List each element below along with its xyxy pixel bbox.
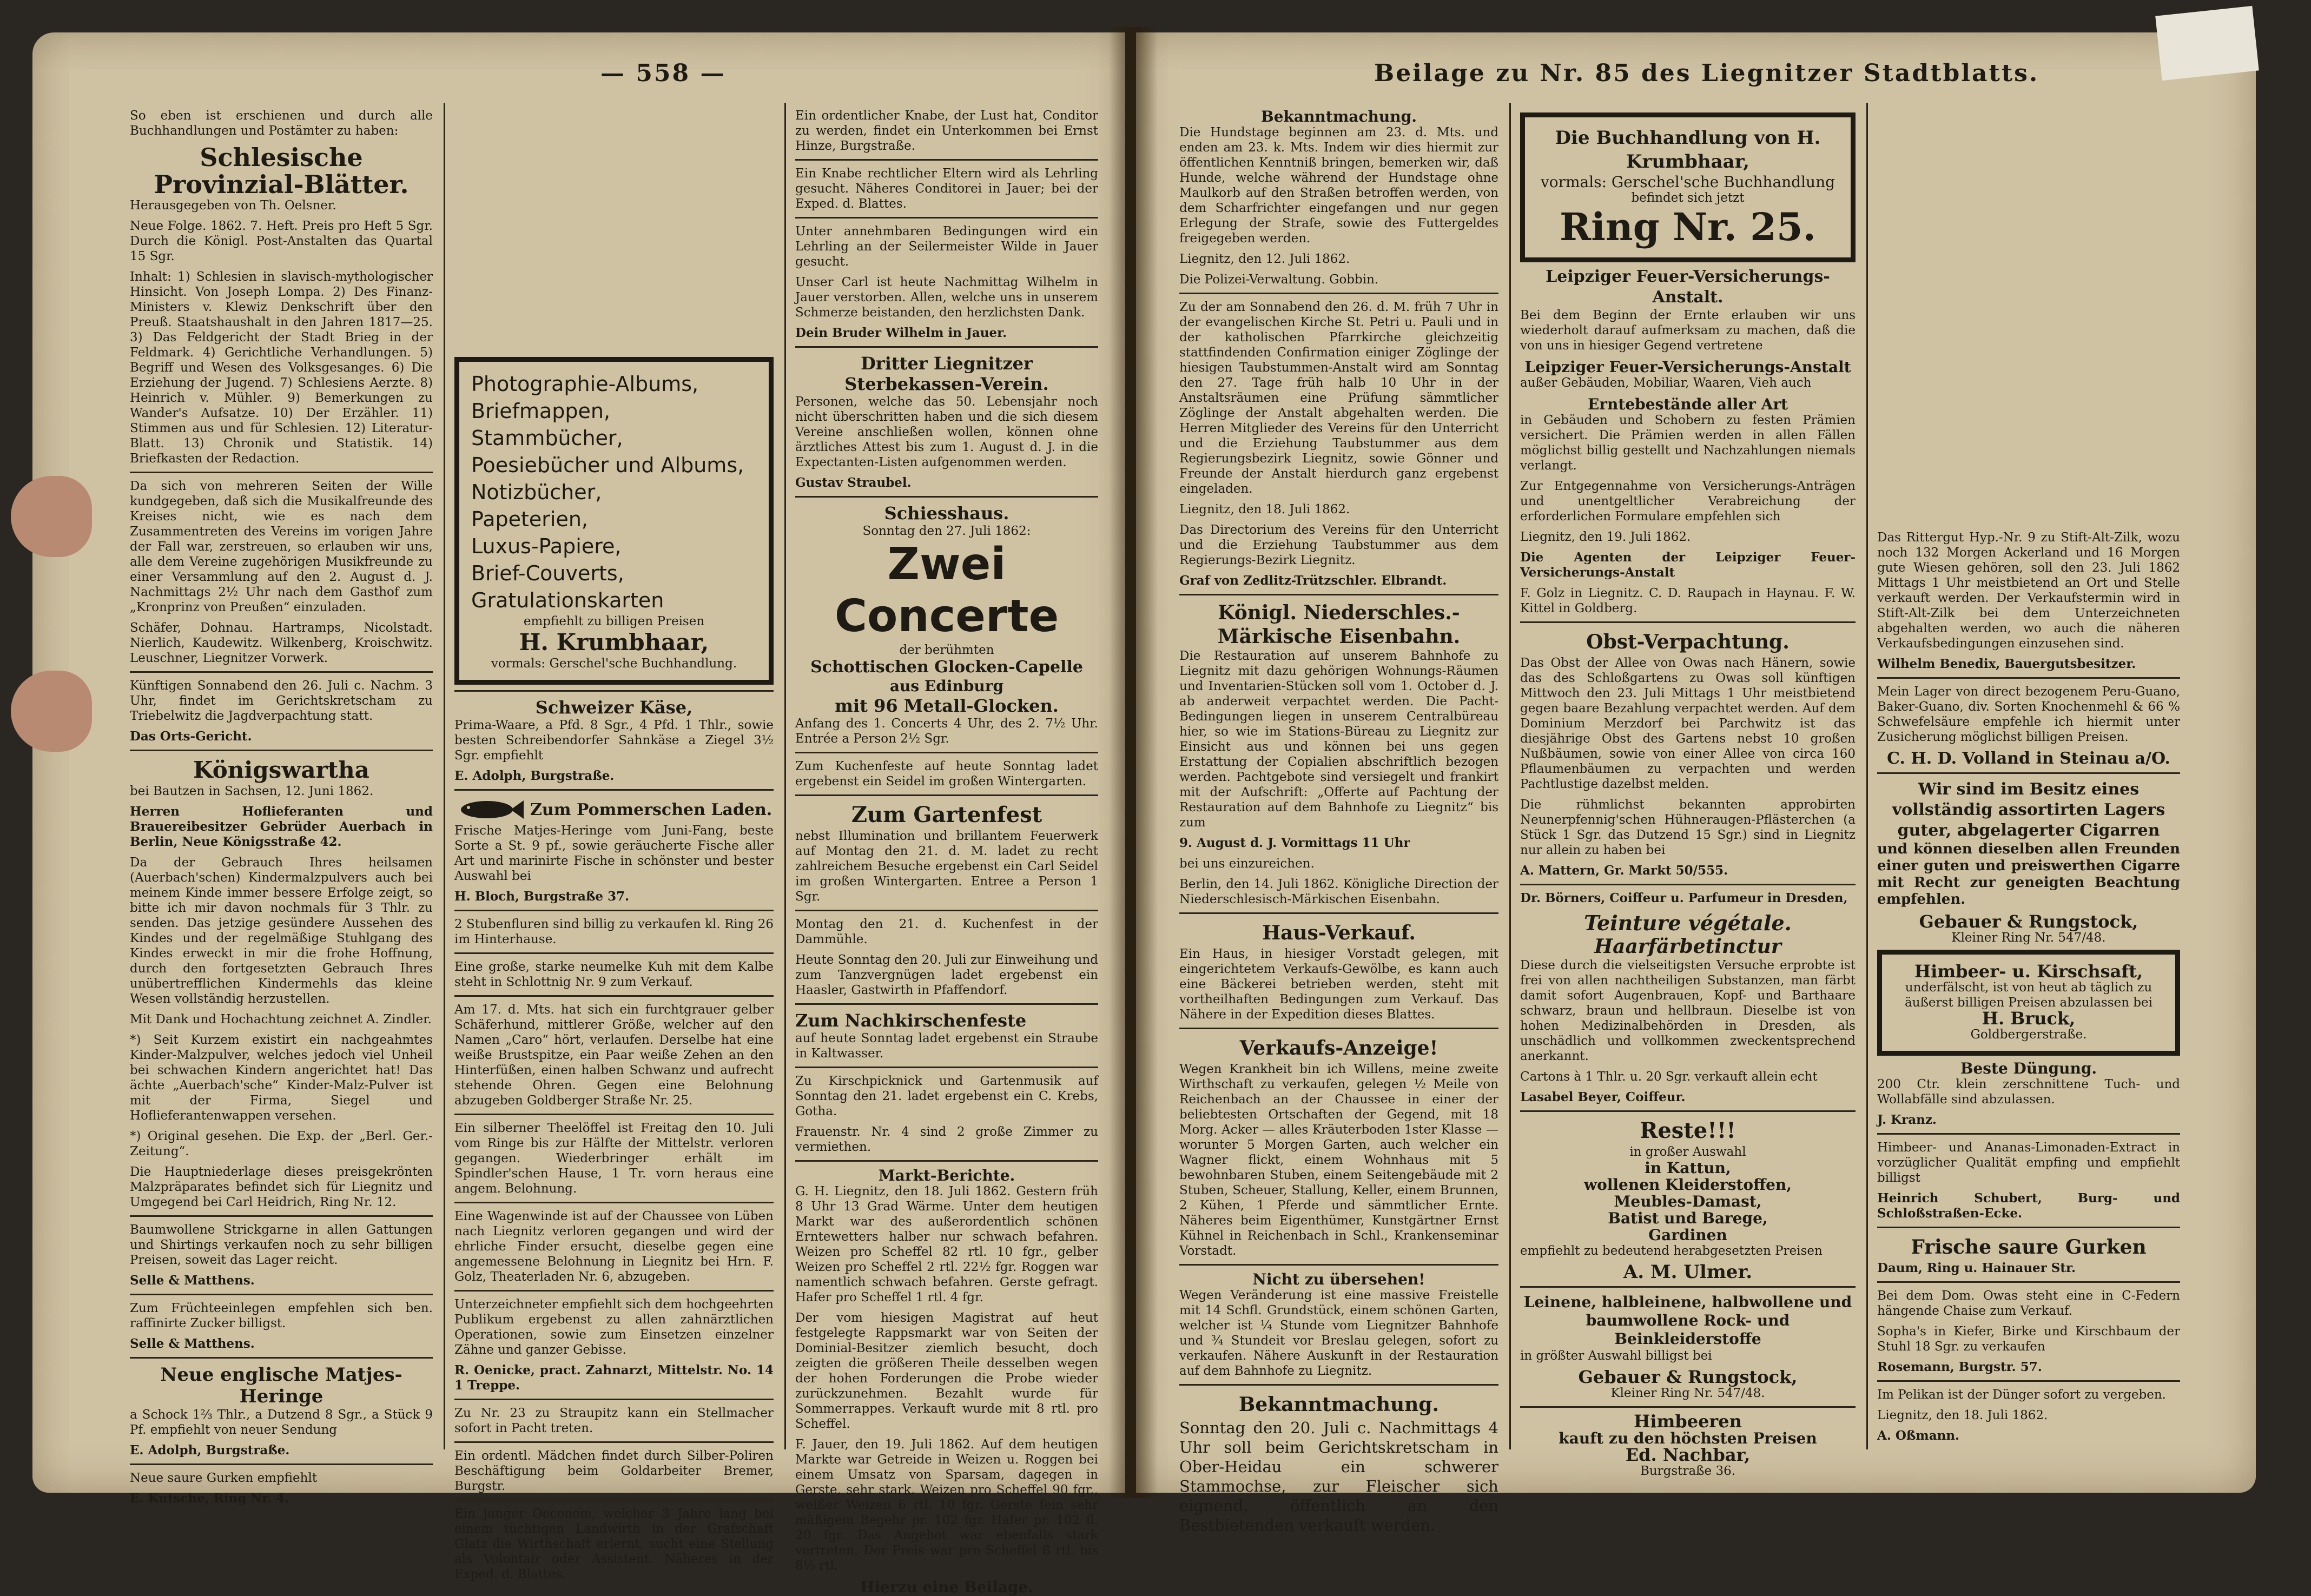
dog-days-date: Liegnitz, den 12. Juli 1862. bbox=[1179, 252, 1350, 266]
concert-famous: der berühmten bbox=[899, 643, 994, 657]
railway-signature: Berlin, den 14. Juli 1862. Königliche Direction der Niederschlesisch-Märkischen Eisenbahn. bbox=[1179, 877, 1498, 906]
divider bbox=[1520, 621, 1856, 623]
not-to-miss-text: Wegen Veränderung ist eine massive Freistelle mit 14 Schfl. Grundstück, einem schönen Garten, welcher ist ¼ Stunde vom Liegnitzer Bahnhofe und ¾ Stundeit vor Breslau gelegen, sofort zu verkaufen. Nähere Auskunft in der Restauration auf dem Bahnhofe zu Liegnitz. bbox=[1179, 1288, 1498, 1378]
divider bbox=[795, 1067, 1098, 1068]
fire-insurance-heading: Leipziger Feuer-Versicherungs-Anstalt. bbox=[1546, 267, 1830, 307]
thanks-signature: Dein Bruder Wilhelm in Jauer. bbox=[795, 326, 1007, 340]
lemonade-text: Himbeer- und Ananas-Limonaden-Extract in vorzüglicher Qualität empfing und empfiehlt billigst bbox=[1877, 1141, 2180, 1185]
divider bbox=[1179, 594, 1498, 595]
concert-bells: mit 96 Metall-Glocken. bbox=[835, 696, 1059, 716]
cherry-festival-text: auf heute Sonntag ladet ergebenst ein Straube in Kaltwasser. bbox=[795, 1031, 1098, 1061]
divider bbox=[454, 1202, 774, 1203]
divider bbox=[130, 1294, 433, 1295]
fire-insurance-date: Liegnitz, den 19. Juli 1862. bbox=[1520, 530, 1691, 544]
garden-festival-heading: Zum Gartenfest bbox=[851, 802, 1042, 827]
lemonade-signature: Heinrich Schubert, Burg- und Schloßstraßen-Ecke. bbox=[1877, 1191, 2180, 1221]
sofa-ad: Sopha's in Kiefer, Birke und Kirschbaum der Stuhl 18 Sgr. zu verkaufen bbox=[1877, 1325, 2180, 1354]
garden-festival-text: nebst Illumination und brillantem Feuerwerk auf Montag den 21. d. M. ladet zu recht zahlreichem Besuche ergebenst ein Carl Seidel im großen Wintergarten. Entree a Person 1 Sgr. bbox=[795, 829, 1098, 904]
remnants-item-3: Meubles-Damast, bbox=[1614, 1193, 1762, 1210]
knitting-yarn-signature: Selle & Matthens. bbox=[130, 1273, 255, 1288]
divider bbox=[795, 910, 1098, 911]
stationery-line-2: Briefmappen, bbox=[471, 399, 611, 423]
provinzial-blaetter-title: Schlesische Provinzial-Blätter. bbox=[154, 143, 409, 199]
market-report-liegnitz: G. H. Liegnitz, den 18. Juli 1862. Gestern früh 8 Uhr 13 Grad Wärme. Unter dem heutigen Markt war des außerordentlich schönen Erntewetters halber nur schwach befahren. Weizen pro Scheffel 82 rtl. 10 fgr., gelber Weizen pro Scheffel 2 rtl. 22½ fgr. Roggen war namentlich schwach befahren. Gerste gefragt. Hafer pro Scheffel 1 rtl. 4 fgr. bbox=[795, 1184, 1098, 1304]
estate-sale-text: Das Rittergut Hyp.-Nr. 9 zu Stift-Alt-Zilk, wozu noch 132 Morgen Ackerland und 16 Morgen gute Wiesen gehören, soll den 23. Juli 1862 Mittags 1 Uhr meistbietend an Ort und Stelle verkauft werden. Der Verkaufstermin wird in Stift-Alt-Zilk bei dem Unterzeichneten abgehalten werden, wo auch die näheren Verkaufsbedingungen einzusehen sind. bbox=[1877, 531, 2180, 651]
cigar-heading: Wir sind im Besitz eines vollständig assortirten Lagers guter, abgelagerter Cigarren bbox=[1892, 780, 2165, 840]
dog-days-signature: Die Polizei-Verwaltung. Gobbin. bbox=[1179, 273, 1379, 287]
malt-powder-warning: *) Seit Kurzem existirt ein nachgeahmtes Kinder-Malzpulver, welches jedoch viel Unheil bei schwachen Kindern angerichtet hat! Das ächte „Auerbach'sche“ Kinder-Malz-Pulver ist mit der Firma, Siegel und Hoflieferantenwappen versehen. bbox=[130, 1033, 433, 1123]
market-report-rapeseed: Der vom hiesigen Magistrat auf heut festgelegte Rappsmarkt war von Seiten der Dominial-Besitzer ziemlich besucht, doch zeigten die größeren Theile desselben wegen der hohen Forderungen die Probe wieder zurückzunehmen. Bezahlt wurde für Sommerrappes. Verkauft wurde mit 8 rtl. pro Scheffel. bbox=[795, 1311, 1098, 1431]
syrup-signature: H. Bruck, bbox=[1982, 1008, 2076, 1029]
contents-text: Inhalt: 1) Schlesien in slavisch-mythologischer Hinsicht. Von Joseph Lompa. 2) Des Finanz-Ministers v. Klewiz Denkschrift über den Preuß. Staatshaushalt in den Jahren 1817—25. 3) Das Feldgericht der Stadt Brieg in der Feldmark. 4) Gerichtliche Verhandlungen. 5) Begriff und Wesen des Volksgesanges. 6) Die Erziehung der Jugend. 7) Schlesiens Aerzte. 8) Heinrich v. Mühler. 9) Bemerkungen zu Wander's Aufsatze. 10) Der Erzähler. 11) Stimmen aus und für Schlesien. 12) Literatur-Blatt. 13) Chronik und Statistik. 14) Briefkasten der Redaction. bbox=[130, 270, 433, 466]
confirmation-signature: Das Directorium des Vereins für den Unterricht und die Erziehung Taubstummer aus dem Regierungs-Bezirk Liegnitz. bbox=[1179, 523, 1498, 567]
sofa-signature: Rosemann, Burgstr. 57. bbox=[1877, 1360, 2042, 1374]
fire-insurance-text-3: in Gebäuden und Schobern zu festen Prämien versichert. Die Prämien werden in allen Fällen möglichst billig gestellt und Nachzahlungen niemals verlangt. bbox=[1520, 413, 1856, 473]
malt-depot-notice: Die Hauptniederlage dieses preisgekrönten Malzpräparates befindet sich für Liegnitz und Umgegend bei Carl Heidrich, Ring Nr. 12. bbox=[130, 1165, 433, 1209]
fire-insurance-names: F. Golz in Liegnitz. C. D. Raupach in Haynau. F. W. Kittel in Goldberg. bbox=[1520, 586, 1856, 615]
divider bbox=[130, 472, 433, 473]
pommern-signature: H. Bloch, Burgstraße 37. bbox=[454, 889, 630, 904]
stationery-firm-former: vormals: Gerschel'sche Buchhandlung. bbox=[491, 657, 737, 671]
cherry-festival-heading: Zum Nachkirschenfeste bbox=[795, 1010, 1027, 1031]
hair-dye-price: Cartons à 1 Thlr. u. 20 Sgr. verkauft allein echt bbox=[1520, 1070, 1818, 1084]
remnants-item-1: in Kattun, bbox=[1645, 1159, 1731, 1177]
divider bbox=[1179, 1264, 1498, 1266]
page-number: — 558 — bbox=[600, 59, 726, 87]
cake-festival-ad: Zum Kuchenfeste auf heute Sonntag ladet ergebenst ein Seidel im großen Wintergarten. bbox=[795, 759, 1098, 789]
raspberries-signature: Ed. Nachbar, bbox=[1625, 1445, 1751, 1465]
raspberries-address: Burgstraße 36. bbox=[1640, 1464, 1736, 1478]
finger bbox=[11, 476, 92, 557]
death-fund-heading: Dritter Liegnitzer Sterbekassen-Verein. bbox=[844, 353, 1049, 394]
sugar-signature: Selle & Matthens. bbox=[130, 1336, 255, 1351]
cow-ad: Eine große, starke neumelke Kuh mit dem Kalbe steht in Schlottnig Nr. 9 zum Verkauf. bbox=[454, 960, 774, 989]
pickles-ad: Neue saure Gurken empfiehlt bbox=[130, 1471, 318, 1485]
thanks-notice: Unser Carl ist heute Nachmittag Wilhelm in Jauer verstorben. Allen, welche uns in unserem Schmerze beistanden, den herzlichsten Dank. bbox=[795, 275, 1098, 320]
confirmation-date: Liegnitz, den 18. Juli 1862. bbox=[1179, 502, 1350, 516]
teinture-heading: Teinture végétale. bbox=[1584, 911, 1792, 935]
estate-sale-signature: Wilhelm Benedix, Bauergutsbesitzer. bbox=[1877, 657, 2136, 671]
stationery-line-6: Papeterien, bbox=[471, 507, 588, 531]
divider bbox=[795, 1003, 1098, 1005]
cigar-address: Kleiner Ring Nr. 547/48. bbox=[1951, 931, 2106, 945]
divider bbox=[130, 1463, 433, 1465]
remnants-heading: Reste!!! bbox=[1640, 1118, 1736, 1143]
koenigswartha-address: Herren Hoflieferanten und Brauereibesitzer Gebrüder Auerbach in Berlin, Neue Königsstraße 42. bbox=[130, 804, 433, 849]
right-column-1 bbox=[1179, 108, 1498, 1534]
house-sale-heading: Haus-Verkauf. bbox=[1262, 922, 1416, 944]
divider bbox=[454, 995, 774, 997]
economist-ad: Ein junger Oeconom, welcher 3 Jahre lang bei einem tüchtigen Landwirth in der Grafschaft Glatz die Wirthschaft erlernt, sucht eine Stellung als Volontair oder Assistent. Näheres in der Exped. d. Blattes. bbox=[454, 1507, 774, 1581]
cloth-address: Kleiner Ring Nr. 547/48. bbox=[1610, 1386, 1765, 1400]
confirmation-names: Graf von Zedlitz-Trützschler. Elbrandt. bbox=[1179, 573, 1447, 588]
fire-insurance-harvest: Erntebestände aller Art bbox=[1587, 395, 1788, 413]
matjes-heading: Neue englische Matjes-Heringe bbox=[160, 1364, 402, 1407]
shooting-house-heading: Schiesshaus. bbox=[884, 503, 1009, 524]
divider bbox=[1179, 293, 1498, 294]
matjes-text: a Schock 1⅔ Thlr., a Dutzend 8 Sgr., a Stück 9 Pf. empfiehlt von neuer Sendung bbox=[130, 1408, 433, 1437]
hair-dye-maker: Dr. Börners, Coiffeur u. Parfumeur in Dresden, bbox=[1520, 891, 1848, 905]
stationery-line-5: Notizbücher, bbox=[471, 480, 602, 504]
concert-times: Anfang des 1. Concerts 4 Uhr, des 2. 7½ Uhr. Entrée a Person 2½ Sgr. bbox=[795, 717, 1098, 746]
right-column-3 bbox=[1877, 530, 2180, 1444]
knitting-yarn-ad: Baumwollene Strickgarne in allen Gattungen und Shirtings verkaufen noch zu sehr billigen Preisen, soweit das Lager reicht. bbox=[130, 1223, 433, 1267]
divider bbox=[454, 1114, 774, 1115]
stationery-line-4: Poesiebücher und Albums, bbox=[471, 453, 744, 477]
fertilizer-heading: Beste Düngung. bbox=[1960, 1059, 2097, 1077]
koenigswartha-place: bei Bautzen in Sachsen, 12. Juni 1862. bbox=[130, 784, 374, 798]
dentist-signature: R. Oenicke, pract. Zahnarzt, Mittelstr. No. 14 1 Treppe. bbox=[454, 1363, 774, 1393]
market-report-jauer: F. Jauer, den 19. Juli 1862. Auf dem heutigen Markte war Getreide in Weizen u. Roggen bei einem Umsatz von Sparsam, dagegen in Gerste, sehr stark. Weizen pro Scheffel 90 fgr., weißer Weizen 6 rtl. 10 fgr. Gerste fein sehr mäßigem Begehr pr. 102 fgr. Hafer pr. 102 fl. 20 fgr. Das Angebot war ebenfalls stark vertreten. Der Preis war pro Scheffel 8 rtl. bis 8⅓ rtl. bbox=[795, 1438, 1098, 1573]
divider bbox=[454, 952, 774, 954]
divider bbox=[1877, 1133, 2180, 1135]
column-rule bbox=[784, 103, 786, 1449]
concert-date: Sonntag den 27. Juli 1862: bbox=[862, 524, 1031, 538]
column-rule bbox=[1509, 103, 1511, 1449]
divider bbox=[1179, 1384, 1498, 1386]
koenigswartha-heading: Königswartha bbox=[193, 757, 369, 783]
ox-sale-heading: Bekanntmachung. bbox=[1238, 1393, 1440, 1416]
fire-insurance-name: Leipziger Feuer-Versicherungs-Anstalt bbox=[1524, 358, 1851, 376]
death-fund-text: Personen, welche das 50. Lebensjahr noch nicht überschritten haben und die sich diesem Vereine anschließen wollen, können ohne ärztliches Attest bis zum 1. August d. J. in die Expectanten-Listen aufgenommen werden. bbox=[795, 395, 1098, 469]
divider bbox=[795, 794, 1098, 796]
music-society-notice: Da sich von mehreren Seiten der Wille kundgegeben, daß sich die Musikalfreunde des Kreises nicht, wie es nach dem Zusammentreten des Vereins im vorigen Jahre der Fall war, zerstreuen, so erlauben wir uns, alle dem Vereine zugehörigen Musikfreunde zu einer Versammlung auf den 2. August d. J. Nachmittags 2½ Uhr nach dem Gasthof zum „Kronprinz von Preußen“ einzuladen. bbox=[130, 479, 433, 614]
hunting-lease-notice: Künftigen Sonnabend den 26. Juli c. Nachm. 3 Uhr, findet im Gerichtskretscham zu Triebelwitz die Jagdverpachtung statt. bbox=[130, 679, 433, 723]
apprentice-ad: Ein Knabe rechtlicher Eltern wird als Lehrling gesucht. Näheres Conditorei in Jauer; bei der Exped. d. Blattes. bbox=[795, 167, 1098, 211]
cloth-signature: Gebauer & Rungstock, bbox=[1578, 1367, 1798, 1387]
divider bbox=[795, 346, 1098, 348]
cloth-text: in größter Auswahl billigst bei bbox=[1520, 1349, 1712, 1363]
dog-days-text: Die Hundstage beginnen am 23. d. Mts. und enden am 23. k. Mts. Indem wir dies hiermit zur öffentlichen Kenntniß bringen, bemerken wir, daß Hunde, welche während der Hundstage ohne Maulkorb auf den Straßen betroffen werden, von dem Scharfrichter eingefangen und nur gegen Erlegung der Strafe, sowie des Futtergeldes freigegeben werden. bbox=[1179, 125, 1498, 246]
music-society-signatures: Schäfer, Dohnau. Hartramps, Nicolstadt. Nierlich, Kaudewitz. Wilkenberg, Kroischwitz. Leuschner, Liegnitzer Vorwerk. bbox=[130, 621, 433, 665]
ropemaker-ad: Unter annehmbaren Bedingungen wird ein Lehrling an der Seilermeister Wilde in Jauer gesucht. bbox=[795, 224, 1098, 269]
hunting-lease-signature: Das Orts-Gericht. bbox=[130, 729, 252, 744]
original-seen-note: *) Original gesehen. Die Exp. der „Berl. Ger.-Zeitung“. bbox=[130, 1129, 433, 1158]
sale-notice-text: Wegen Krankheit bin ich Willens, meine zweite Wirthschaft zu verkaufen, gelegen ½ Meile von Reichenbach an der Chaussee in einer der beliebtesten Ortschaften der Gegend, mit 18 Morg. Acker — alles Kräuterboden 1ster Klasse — worunter 5 Morgen Garten, auch welcher ein Wagner flickt, einem Wohnhaus mit 5 bewohnbaren Stuben, einem Seitengebäude mit 2 Stuben, Scheuer, Stallung, Keller, einem Brunnen, 2 Kühen, 1 Pferde und sämmtlicher Ernte. Näheres beim Eigenthümer, Kunstgärtner Ernst Kühnel in Reichenbach in Schl., Krankenseminar Vorstadt. bbox=[1179, 1062, 1498, 1258]
fertilizer-signature: J. Kranz. bbox=[1877, 1112, 1937, 1127]
bookshop-title: Die Buchhandlung von H. Krumbhaar, bbox=[1555, 127, 1821, 173]
remnants-text: empfiehlt zu bedeutend herabgesetzten Preisen bbox=[1520, 1244, 1823, 1258]
divider bbox=[1877, 1281, 2180, 1283]
divider bbox=[130, 750, 433, 751]
left-column-3 bbox=[795, 108, 1098, 1596]
finger bbox=[11, 671, 92, 752]
dentist-ad: Unterzeichneter empfiehlt sich dem hochgeehrten Publikum ergebenst zu allen zahnärztlichen Operationen, sowie zum Einsetzen einzelner Zähne und ganzer Gebisse. bbox=[454, 1297, 774, 1357]
supplement-header: Beilage zu Nr. 85 des Liegnitzer Stadtblatts. bbox=[1374, 59, 2039, 87]
swiss-cheese-text: Prima-Waare, a Pfd. 8 Sgr., 4 Pfd. 1 Thlr., sowie besten Schreibendorfer Sahnkäse a Ziegel 3½ Sgr. empfiehlt bbox=[454, 718, 774, 763]
death-fund-signature: Gustav Straubel. bbox=[795, 475, 912, 490]
divider bbox=[1877, 677, 2180, 679]
divider bbox=[1877, 772, 2180, 774]
pickles-signature: E. Kutsche, Ring Nr. 4. bbox=[130, 1491, 289, 1506]
left-column-2 bbox=[454, 108, 774, 1581]
manure-date: Liegnitz, den 18. Juli 1862. bbox=[1877, 1408, 2048, 1422]
divider bbox=[1520, 1110, 1856, 1112]
stationery-price-line: empfiehlt zu billigen Preisen bbox=[523, 614, 705, 628]
lost-spoon-ad: Ein silberner Theelöffel ist Freitag den 10. Juli vom Ringe bis zur Hälfte der Mittelstr. verloren gegangen. Wiederbringer erhält im Spindler'schen Hause, 1 Tr. vorn heraus eine angem. Belohnung. bbox=[454, 1121, 774, 1196]
divider bbox=[454, 1290, 774, 1292]
bookshop-address: Ring Nr. 25. bbox=[1560, 204, 1816, 249]
fertilizer-text: 200 Ctr. klein zerschnittene Tuch- und Wollabfälle sind abzulassen. bbox=[1877, 1077, 2180, 1107]
ox-sale-text: Sonntag den 20. Juli c. Nachmittags 4 Uhr soll beim Gerichtskretscham in Ober-Heidau ein schwerer Stammochse, zur Fleischer sich eignend, öffentlich an den Bestbietenden verkauft werden. bbox=[1179, 1419, 1498, 1534]
railway-text: Die Restauration auf unserem Bahnhofe zu Liegnitz mit dazu gehörigen Wohnungs-Räumen und Inventarien-Stücken soll vom 1. October d. J. ab anderweit verpachtet werden. Die Pacht-Bedingungen liegen in unserem Centralbüreau hier, so wie im Stations-Büreau zu Liegnitz zur Einsicht aus und können bei uns gegen Erstattung der Copialien abschriftlich bezogen werden. Pachtgebote sind versiegelt und frankirt mit der Aufschrift: „Offerte auf Pachtung der Restauration auf dem Bahnhofe zu Liegnitz“ bis zum bbox=[1179, 649, 1498, 830]
railway-deadline: 9. August d. J. Vormittags 11 Uhr bbox=[1179, 836, 1410, 850]
concert-origin: aus Edinburg bbox=[889, 677, 1004, 695]
sale-notice-heading: Verkaufs-Anzeige! bbox=[1239, 1037, 1438, 1059]
remnants-item-5: Gardinen bbox=[1648, 1226, 1727, 1244]
syrup-ad bbox=[1877, 950, 2180, 1056]
divider bbox=[454, 910, 774, 911]
confirmation-notice: Zu der am Sonnabend den 26. d. M. früh 7 Uhr in der evangelischen Kirche St. Petri u. Pauli und in der katholischen Pfarrkirche gleichzeitig stattfindenden Confirmation einiger Zöglinge der hiesigen Taubstummen-Anstalt wird am Sonntag den 27. Tage früh halb 10 Uhr in der Anstaltsräumen eine Prüfung sämmtlicher Zöglinge der Anstalt abgehalten werden. Die Herren Mitglieder des Vereins für den Unterricht und die Erziehung Taubstummer aus dem Regierungsbezirk Liegnitz, sowie Gönner und Freunde der Anstalt hierdurch ganz ergebenst eingeladen. bbox=[1179, 300, 1498, 496]
stationery-line-1: Photographie-Albums, bbox=[471, 372, 699, 396]
cloth-heading: Leinene, halbleinene, halbwollene und baumwollene Rock- und Beinkleiderstoffe bbox=[1523, 1293, 1852, 1348]
lost-dog-ad: Am 17. d. Mts. hat sich ein furchtgrauer gelber Schäferhund, mittlerer Größe, welcher auf den Namen „Caro“ hört, verlaufen. Derselbe hat eine weiße Brustspitze, ein Paar weiße Zehen an den Hinterfüßen, einen halben Schwanz und aufrecht stehende Ohren. Gegen eine Belohnung abzugeben Goldberger Straße Nr. 25. bbox=[454, 1003, 774, 1108]
divider bbox=[1179, 1028, 1498, 1029]
rooms-ad: 2 Stubenfluren sind billig zu verkaufen kl. Ring 26 im Hinterhause. bbox=[454, 917, 774, 946]
stationery-firm: H. Krumbhaar, bbox=[519, 629, 709, 655]
hair-dye-heading: Haarfärbetinctur bbox=[1594, 935, 1781, 958]
column-rule bbox=[444, 103, 445, 1449]
confectioner-apprentice-ad: Ein ordentlicher Knabe, der Lust hat, Conditor zu werden, findet ein Unterkommen bei Ernst Hinze, Burgstraße. bbox=[795, 109, 1098, 153]
picnic-ad: Zu Kirschpicknick und Gartenmusik auf Sonntag den 21. ladet ergebenst ein C. Krebs, Gotha. bbox=[795, 1074, 1098, 1118]
koenigswartha-signature: Mit Dank und Hochachtung zeichnet A. Zindler. bbox=[130, 1012, 432, 1027]
supplement-note: Hierzu eine Beilage. bbox=[860, 1578, 1034, 1596]
divider bbox=[454, 789, 774, 791]
raspberries-heading: Himbeeren bbox=[1634, 1411, 1742, 1432]
fire-insurance-text-2: außer Gebäuden, Mobiliar, Waaren, Vieh auch bbox=[1520, 376, 1812, 390]
matjes-signature: E. Adolph, Burgstraße. bbox=[130, 1443, 290, 1458]
stationery-line-3: Stammbücher, bbox=[471, 426, 623, 450]
divider bbox=[1877, 1380, 2180, 1382]
hair-dye-signature: Lasabel Beyer, Coiffeur. bbox=[1520, 1090, 1686, 1104]
rooms-to-let-ad: Frauenstr. Nr. 4 sind 2 große Zimmer zu vermiethen. bbox=[795, 1125, 1098, 1154]
divider bbox=[1179, 912, 1498, 914]
cigar-signature: Gebauer & Rungstock, bbox=[1919, 911, 2138, 932]
bookshop-subtitle-2: befindet sich jetzt bbox=[1631, 191, 1745, 205]
pickles-heading: Frische saure Gurken bbox=[1911, 1236, 2147, 1259]
divider bbox=[1877, 1227, 2180, 1228]
bookshop-moved-ad bbox=[1520, 112, 1856, 262]
remnants-item-4: Batist und Barege, bbox=[1608, 1209, 1768, 1227]
paper-tab bbox=[2155, 6, 2259, 81]
open-book bbox=[32, 11, 2267, 1596]
pommern-text: Frische Matjes-Heringe vom Juni-Fang, beste Sorte a St. 9 pf., sowie geräucherte Fische aller Art und marinirte Fische in schönster und bester Auswahl bei bbox=[454, 824, 774, 883]
manure-signature: A. Oßmann. bbox=[1877, 1428, 1960, 1443]
fruit-lease-heading: Obst-Verpachtung. bbox=[1586, 631, 1790, 653]
divider bbox=[454, 690, 774, 692]
concert-heading: Zwei Concerte bbox=[834, 539, 1059, 642]
stationery-line-9: Gratulationskarten bbox=[471, 588, 664, 612]
right-column-2 bbox=[1520, 108, 1856, 1478]
wheelwright-ad: Zu Nr. 23 zu Straupitz kann ein Stellmacher sofort in Pacht treten. bbox=[454, 1406, 774, 1435]
sugar-ad: Zum Früchteeinlegen empfehlen sich ben. raffinirte Zucker billigst. bbox=[130, 1301, 433, 1330]
divider bbox=[454, 1399, 774, 1400]
remnants-subtitle: in großer Auswahl bbox=[1629, 1145, 1746, 1159]
hair-dye-text: Diese durch die vielseitigsten Versuche erprobte ist frei von allen nachtheiligen Substanzen, man färbt damit sofort Augenbrauen, Kopf- und Barthaare schwarz, braun und hellbraun. Dieselbe ist von hohen Medizinalbehörden in Dresden, als unschädlich und vollkommen zweckentsprechend anerkannt. bbox=[1520, 958, 1856, 1063]
remnants-signature: A. M. Ulmer. bbox=[1623, 1261, 1753, 1283]
carriage-ad: Bei dem Dom. Owas steht eine in C-Federn hängende Chaise zum Verkauf. bbox=[1877, 1289, 2180, 1318]
right-page bbox=[1136, 32, 2256, 1534]
divider bbox=[795, 496, 1098, 498]
stationery-line-8: Brief-Couverts, bbox=[471, 561, 624, 585]
pickles-signature: Daum, Ring u. Hainauer Str. bbox=[1877, 1261, 2076, 1275]
cigar-text: und können dieselben allen Freunden einer guten und preiswerthen Cigarre mit Recht zur geneigten Beachtung empfehlen. bbox=[1877, 841, 2180, 908]
bookshop-subtitle: vormals: Gerschel'sche Buchhandlung bbox=[1540, 173, 1835, 191]
swiss-cheese-signature: E. Adolph, Burgstraße. bbox=[454, 769, 615, 783]
divider bbox=[1520, 884, 1856, 885]
book-gutter bbox=[1109, 27, 1158, 1498]
left-page bbox=[32, 32, 1125, 1596]
house-sale-text: Ein Haus, in hiesiger Vorstadt gelegen, mit eingerichtetem Verkaufs-Gewölbe, es kann auch eine Bäckerei betrieben werden, steht mit vortheilhaften Bedingungen zum Verkauf. Das Nähere in der Expedition dieses Blattes. bbox=[1179, 947, 1498, 1022]
divider bbox=[795, 217, 1098, 218]
fire-insurance-agents: Die Agenten der Leipziger Feuer-Versicherungs-Anstalt bbox=[1520, 550, 1856, 580]
dog-days-heading: Bekanntmachung. bbox=[1261, 108, 1417, 125]
column-rule bbox=[1866, 103, 1868, 1449]
syrup-address: Goldbergerstraße. bbox=[1970, 1028, 2087, 1042]
divider bbox=[795, 752, 1098, 753]
divider bbox=[1520, 1286, 1856, 1288]
divider bbox=[454, 1499, 774, 1501]
remnants-item-2: wollenen Kleiderstoffen, bbox=[1584, 1176, 1792, 1194]
stationery-line-7: Luxus-Papiere, bbox=[471, 534, 622, 558]
divider bbox=[130, 671, 433, 673]
dance-ad: Heute Sonntag den 20. Juli zur Einweihung und zum Tanzvergnügen ladet ergebenst ein Haasler, Gastwirth in Pfaffendorf. bbox=[795, 953, 1098, 997]
syrup-heading: Himbeer- u. Kirschsaft, bbox=[1914, 961, 2143, 982]
publication-intro: So eben ist erschienen und durch alle Buchhandlungen und Postämter zu haben: bbox=[130, 109, 433, 138]
corn-plaster-signature: A. Mattern, Gr. Markt 50/555. bbox=[1520, 863, 1728, 878]
fire-insurance-text-4: Zur Entgegennahme von Versicherungs-Anträgen und unentgeltlicher Verabreichung der erforderlichen Formulare empfehlen sich bbox=[1520, 479, 1856, 524]
pommern-heading-row bbox=[454, 796, 774, 823]
divider bbox=[795, 159, 1098, 161]
raspberries-text: kauft zu den höchsten Preisen bbox=[1559, 1429, 1817, 1447]
krumbhaar-stationery-ad bbox=[454, 357, 774, 685]
divider bbox=[130, 1357, 433, 1359]
syrup-text: underfälscht, ist von heut ab täglich zu äußerst billigen Preisen abzulassen bei bbox=[1905, 981, 2152, 1010]
mill-festival-ad: Montag den 21. d. Kuchenfest in der Dammühle. bbox=[795, 917, 1098, 946]
manure-ad: Im Pelikan ist der Dünger sofort zu vergeben. bbox=[1877, 1388, 2166, 1402]
railway-heading: Königl. Niederschles.-Märkische Eisenbahn. bbox=[1217, 601, 1461, 648]
fish-icon bbox=[454, 796, 525, 823]
issue-line: Neue Folge. 1862. 7. Heft. Preis pro Heft 5 Sgr. Durch die Königl. Post-Anstalten das Quartal 15 Sgr. bbox=[130, 219, 433, 263]
concert-ensemble: Schottischen Glocken-Capelle bbox=[810, 658, 1083, 677]
fire-insurance-text: Bei dem Beginn der Ernte erlauben wir uns wiederholt darauf aufmerksam zu machen, daß die von uns in hiesiger Gegend vertretene bbox=[1520, 308, 1856, 353]
maid-ad: Ein ordentl. Mädchen findet durch Silber-Poliren Beschäftigung beim Goldarbeiter Bremer, Burgstr. bbox=[454, 1449, 774, 1493]
divider bbox=[795, 1160, 1098, 1162]
market-report-heading: Markt-Berichte. bbox=[878, 1167, 1015, 1184]
pommern-heading: Zum Pommerschen Laden. bbox=[530, 800, 772, 819]
railway-text-2: bei uns einzureichen. bbox=[1179, 857, 1315, 871]
corn-plaster-text: Die rühmlichst bekannten approbirten Neunerpfennig'schen Hühneraugen-Pflästerchen (a Stück 1 Sgr. das Dutzend 15 Sgr.) sind in Liegnitz nur allein zu haben bei bbox=[1520, 798, 1856, 857]
lost-jack-ad: Eine Wagenwinde ist auf der Chaussee von Lüben nach Liegnitz verloren gegangen und wird der ehrliche Finder ersucht, dieselbe gegen eine angemessene Belohnung in Liegnitz bei Hrn. F. Golz, Theaterladen Nr. 6, abzugeben. bbox=[454, 1209, 774, 1284]
divider bbox=[454, 1441, 774, 1443]
koenigswartha-letter: Da der Gebrauch Ihres heilsamen (Auerbach'schen) Kindermalzpulvers auch bei meinem Kinde immer bessere Erfolge zeigt, so bitte ich mir davon nochmals für 3 Thlr. zu senden. Das jetzige gesündere Aussehen des Kindes und der regelmäßige Stuhlgang des Kindes erweckt in mir die frohe Hoffnung, durch den fortgesetzten Gebrauch Ihres unübertrefflichen Kindermehls das kleine Wesen vollständig herzustellen. bbox=[130, 856, 433, 1006]
guano-text: Mein Lager von direct bezogenem Peru-Guano, Baker-Guano, div. Sorten Knochenmehl & 66 % Schwefelsäure empfehle ich hiermit unter Zusicherung möglichst billigen Preisen. bbox=[1877, 685, 2180, 744]
fruit-lease-text: Das Obst der Allee von Owas nach Hänern, sowie das des Schloßgartens zu Owas soll künftigen Mittwoch den 23. Juli Mittags 1 Uhr meistbietend gegen baare Bezahlung verpachtet werden. Auf dem Dominium Merzdorf bei Parchwitz ist das diesjährige Obst des Gartens nebst 10 großen Nußbäumen, sowie von einer Allee von circa 160 Pflaumenbäumen zu verpachten und werden Pachtlustige dazelbst melden. bbox=[1520, 656, 1856, 791]
divider bbox=[130, 1215, 433, 1217]
left-column-1 bbox=[130, 108, 433, 1506]
divider bbox=[1520, 1406, 1856, 1408]
guano-signature: C. H. D. Volland in Steinau a/O. bbox=[1887, 749, 2170, 768]
not-to-miss-heading: Nicht zu übersehen! bbox=[1252, 1270, 1425, 1288]
editor-line: Herausgegeben von Th. Oelsner. bbox=[130, 198, 336, 213]
swiss-cheese-heading: Schweizer Käse, bbox=[535, 697, 693, 718]
